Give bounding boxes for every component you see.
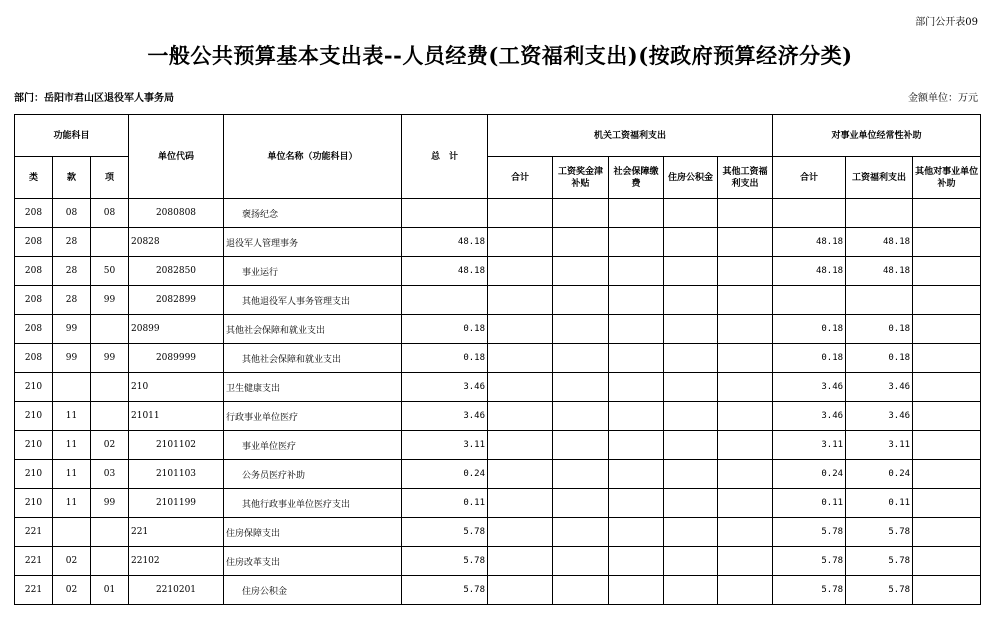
cell-inst-total: 3.11 [773, 431, 846, 460]
cell-org-other [718, 489, 773, 518]
cell-org-total [488, 199, 553, 228]
table-row [15, 373, 981, 402]
cell-total: 48.18 [402, 228, 488, 257]
cell-inst-other [913, 431, 981, 460]
cell-org-housing [664, 547, 718, 576]
cell-inst-salary: 0.11 [846, 489, 913, 518]
cell-unit-code: 2080808 [129, 199, 224, 228]
department-label: 部门：岳阳市君山区退役军人事务局 [14, 93, 174, 104]
cell-xiang: 03 [91, 460, 129, 489]
table-row [15, 344, 981, 373]
header-org-housing: 住房公积金 [664, 157, 718, 199]
cell-total: 48.18 [402, 257, 488, 286]
cell-unit-name: 卫生健康支出 [224, 373, 402, 402]
cell-inst-salary: 3.11 [846, 431, 913, 460]
cell-org-social [609, 547, 664, 576]
cell-org-salary [553, 547, 609, 576]
cell-org-other [718, 547, 773, 576]
cell-unit-name: 其他退役军人事务管理支出 [224, 286, 402, 315]
cell-org-total [488, 431, 553, 460]
cell-org-housing [664, 431, 718, 460]
cell-unit-name: 事业运行 [224, 257, 402, 286]
cell-inst-other [913, 460, 981, 489]
cell-org-housing [664, 373, 718, 402]
cell-org-other [718, 315, 773, 344]
cell-org-social [609, 460, 664, 489]
cell-total: 0.24 [402, 460, 488, 489]
header-org-social: 社会保障缴费 [609, 157, 664, 199]
cell-inst-salary [846, 199, 913, 228]
cell-inst-total: 3.46 [773, 373, 846, 402]
cell-xiang: 99 [91, 489, 129, 518]
cell-inst-other [913, 576, 981, 605]
cell-lei: 210 [15, 373, 53, 402]
cell-unit-code: 2101103 [129, 460, 224, 489]
cell-xiang: 50 [91, 257, 129, 286]
table-row [15, 228, 981, 257]
cell-inst-total [773, 199, 846, 228]
cell-lei: 208 [15, 228, 53, 257]
cell-org-social [609, 315, 664, 344]
cell-lei: 210 [15, 431, 53, 460]
table-row [15, 402, 981, 431]
cell-org-salary [553, 431, 609, 460]
cell-org-social [609, 518, 664, 547]
cell-kuan: 08 [53, 199, 91, 228]
cell-org-social [609, 489, 664, 518]
cell-org-housing [664, 286, 718, 315]
cell-org-total [488, 373, 553, 402]
cell-inst-salary: 0.18 [846, 315, 913, 344]
cell-org-housing [664, 344, 718, 373]
cell-xiang: 02 [91, 431, 129, 460]
cell-xiang: 99 [91, 344, 129, 373]
cell-total: 0.11 [402, 489, 488, 518]
cell-total: 5.78 [402, 547, 488, 576]
header-lei: 类 [15, 157, 53, 199]
cell-unit-name: 退役军人管理事务 [224, 228, 402, 257]
cell-org-other [718, 286, 773, 315]
cell-org-other [718, 344, 773, 373]
cell-org-social [609, 228, 664, 257]
cell-org-housing [664, 489, 718, 518]
cell-kuan: 11 [53, 460, 91, 489]
cell-lei: 208 [15, 257, 53, 286]
header-unit-name: 单位名称（功能科目） [224, 115, 402, 199]
budget-table [14, 114, 981, 605]
cell-total [402, 286, 488, 315]
cell-kuan: 11 [53, 402, 91, 431]
cell-kuan: 02 [53, 547, 91, 576]
cell-inst-salary: 48.18 [846, 228, 913, 257]
cell-kuan: 99 [53, 315, 91, 344]
cell-inst-salary: 0.24 [846, 460, 913, 489]
cell-kuan: 99 [53, 344, 91, 373]
cell-org-housing [664, 228, 718, 257]
cell-org-total [488, 228, 553, 257]
cell-org-total [488, 344, 553, 373]
header-inst-salary: 工资福利支出 [846, 157, 913, 199]
cell-total: 3.46 [402, 373, 488, 402]
header-inst-subsidy-group: 对事业单位经常性补助 [773, 115, 981, 157]
cell-org-salary [553, 373, 609, 402]
cell-xiang [91, 373, 129, 402]
table-row [15, 460, 981, 489]
cell-unit-code: 21011 [129, 402, 224, 431]
cell-inst-total: 48.18 [773, 257, 846, 286]
cell-inst-other [913, 199, 981, 228]
cell-org-salary [553, 315, 609, 344]
cell-total: 0.18 [402, 315, 488, 344]
header-unit-code: 单位代码 [129, 115, 224, 199]
cell-org-housing [664, 199, 718, 228]
cell-inst-other [913, 489, 981, 518]
cell-org-salary [553, 489, 609, 518]
cell-lei: 210 [15, 402, 53, 431]
cell-org-housing [664, 576, 718, 605]
cell-unit-name: 其他社会保障和就业支出 [224, 315, 402, 344]
cell-org-other [718, 228, 773, 257]
cell-inst-other [913, 344, 981, 373]
header-org-salary-group: 机关工资福利支出 [488, 115, 773, 157]
cell-unit-code: 2101102 [129, 431, 224, 460]
cell-lei: 210 [15, 460, 53, 489]
cell-org-other [718, 460, 773, 489]
table-row [15, 199, 981, 228]
cell-unit-code: 22102 [129, 547, 224, 576]
cell-org-salary [553, 228, 609, 257]
cell-org-salary [553, 402, 609, 431]
cell-unit-name: 住房公积金 [224, 576, 402, 605]
cell-unit-name: 住房保障支出 [224, 518, 402, 547]
cell-org-total [488, 286, 553, 315]
header-kuan: 款 [53, 157, 91, 199]
cell-lei: 221 [15, 518, 53, 547]
cell-org-salary [553, 344, 609, 373]
cell-org-other [718, 431, 773, 460]
cell-unit-name: 其他社会保障和就业支出 [224, 344, 402, 373]
cell-inst-total [773, 286, 846, 315]
cell-org-salary [553, 257, 609, 286]
header-func-subject: 功能科目 [15, 115, 129, 157]
cell-inst-total: 5.78 [773, 547, 846, 576]
cell-xiang [91, 547, 129, 576]
cell-org-other [718, 199, 773, 228]
header-total: 总 计 [402, 115, 488, 199]
cell-total: 0.18 [402, 344, 488, 373]
cell-inst-other [913, 373, 981, 402]
header-inst-total: 合计 [773, 157, 846, 199]
cell-org-total [488, 489, 553, 518]
cell-org-total [488, 257, 553, 286]
table-row [15, 431, 981, 460]
cell-kuan: 28 [53, 257, 91, 286]
cell-org-salary [553, 199, 609, 228]
cell-total: 3.11 [402, 431, 488, 460]
cell-org-housing [664, 315, 718, 344]
header-xiang: 项 [91, 157, 129, 199]
cell-org-total [488, 547, 553, 576]
cell-lei: 210 [15, 489, 53, 518]
cell-xiang: 08 [91, 199, 129, 228]
cell-lei: 208 [15, 344, 53, 373]
table-row [15, 286, 981, 315]
cell-total: 5.78 [402, 576, 488, 605]
cell-lei: 221 [15, 547, 53, 576]
cell-unit-code: 2089999 [129, 344, 224, 373]
cell-inst-salary: 5.78 [846, 576, 913, 605]
cell-unit-code: 210 [129, 373, 224, 402]
cell-inst-total: 0.18 [773, 344, 846, 373]
table-row [15, 576, 981, 605]
cell-org-other [718, 576, 773, 605]
cell-xiang [91, 228, 129, 257]
cell-org-other [718, 257, 773, 286]
cell-unit-code: 2210201 [129, 576, 224, 605]
cell-xiang [91, 402, 129, 431]
cell-org-social [609, 199, 664, 228]
cell-org-social [609, 576, 664, 605]
cell-org-housing [664, 518, 718, 547]
page-title: 一般公共预算基本支出表--人员经费(工资福利支出)(按政府预算经济分类) [147, 43, 853, 68]
cell-kuan: 11 [53, 489, 91, 518]
cell-inst-total: 0.24 [773, 460, 846, 489]
cell-unit-code: 2082850 [129, 257, 224, 286]
cell-inst-total: 5.78 [773, 576, 846, 605]
cell-inst-other [913, 286, 981, 315]
cell-total: 5.78 [402, 518, 488, 547]
cell-lei: 208 [15, 199, 53, 228]
cell-unit-name: 褒扬纪念 [224, 199, 402, 228]
cell-unit-name: 行政事业单位医疗 [224, 402, 402, 431]
cell-org-other [718, 518, 773, 547]
cell-kuan: 02 [53, 576, 91, 605]
cell-inst-salary: 48.18 [846, 257, 913, 286]
cell-inst-total: 0.18 [773, 315, 846, 344]
cell-org-social [609, 257, 664, 286]
cell-unit-name: 其他行政事业单位医疗支出 [224, 489, 402, 518]
header-org-other: 其他工资福利支出 [718, 157, 773, 199]
cell-org-salary [553, 286, 609, 315]
cell-unit-name: 公务员医疗补助 [224, 460, 402, 489]
cell-kuan: 28 [53, 228, 91, 257]
cell-inst-salary: 5.78 [846, 547, 913, 576]
cell-lei: 208 [15, 315, 53, 344]
cell-xiang [91, 518, 129, 547]
cell-org-social [609, 344, 664, 373]
cell-total: 3.46 [402, 402, 488, 431]
cell-inst-total: 3.46 [773, 402, 846, 431]
cell-inst-total: 5.78 [773, 518, 846, 547]
cell-inst-total: 0.11 [773, 489, 846, 518]
cell-inst-salary: 3.46 [846, 373, 913, 402]
cell-inst-salary: 0.18 [846, 344, 913, 373]
cell-org-social [609, 431, 664, 460]
table-row [15, 547, 981, 576]
cell-xiang [91, 315, 129, 344]
cell-org-social [609, 373, 664, 402]
cell-kuan: 11 [53, 431, 91, 460]
cell-inst-salary: 5.78 [846, 518, 913, 547]
cell-inst-total: 48.18 [773, 228, 846, 257]
cell-total [402, 199, 488, 228]
cell-kuan: 28 [53, 286, 91, 315]
cell-inst-other [913, 257, 981, 286]
table-row [15, 315, 981, 344]
table-row [15, 257, 981, 286]
cell-unit-code: 221 [129, 518, 224, 547]
cell-inst-salary: 3.46 [846, 402, 913, 431]
cell-org-housing [664, 257, 718, 286]
cell-org-housing [664, 402, 718, 431]
cell-org-other [718, 402, 773, 431]
cell-inst-other [913, 402, 981, 431]
amount-unit-label: 金额单位：万元 [908, 93, 978, 104]
cell-org-salary [553, 518, 609, 547]
cell-inst-other [913, 547, 981, 576]
cell-org-other [718, 373, 773, 402]
cell-org-total [488, 576, 553, 605]
cell-inst-other [913, 518, 981, 547]
table-row [15, 489, 981, 518]
cell-kuan [53, 373, 91, 402]
cell-org-total [488, 315, 553, 344]
cell-inst-other [913, 315, 981, 344]
cell-unit-name: 事业单位医疗 [224, 431, 402, 460]
cell-unit-code: 20899 [129, 315, 224, 344]
header-org-salary: 工资奖金津补贴 [553, 157, 609, 199]
header-org-total: 合计 [488, 157, 553, 199]
form-number: 部门公开表09 [915, 17, 978, 28]
header-inst-other: 其他对事业单位补助 [913, 157, 981, 199]
cell-org-total [488, 402, 553, 431]
cell-org-salary [553, 576, 609, 605]
cell-org-salary [553, 460, 609, 489]
cell-org-housing [664, 460, 718, 489]
cell-org-social [609, 286, 664, 315]
cell-inst-other [913, 228, 981, 257]
cell-xiang: 01 [91, 576, 129, 605]
cell-kuan [53, 518, 91, 547]
cell-unit-code: 20828 [129, 228, 224, 257]
cell-org-social [609, 402, 664, 431]
table-row [15, 518, 981, 547]
cell-org-total [488, 460, 553, 489]
cell-org-total [488, 518, 553, 547]
cell-unit-name: 住房改革支出 [224, 547, 402, 576]
cell-lei: 221 [15, 576, 53, 605]
cell-unit-code: 2082899 [129, 286, 224, 315]
cell-unit-code: 2101199 [129, 489, 224, 518]
cell-xiang: 99 [91, 286, 129, 315]
cell-inst-salary [846, 286, 913, 315]
cell-lei: 208 [15, 286, 53, 315]
